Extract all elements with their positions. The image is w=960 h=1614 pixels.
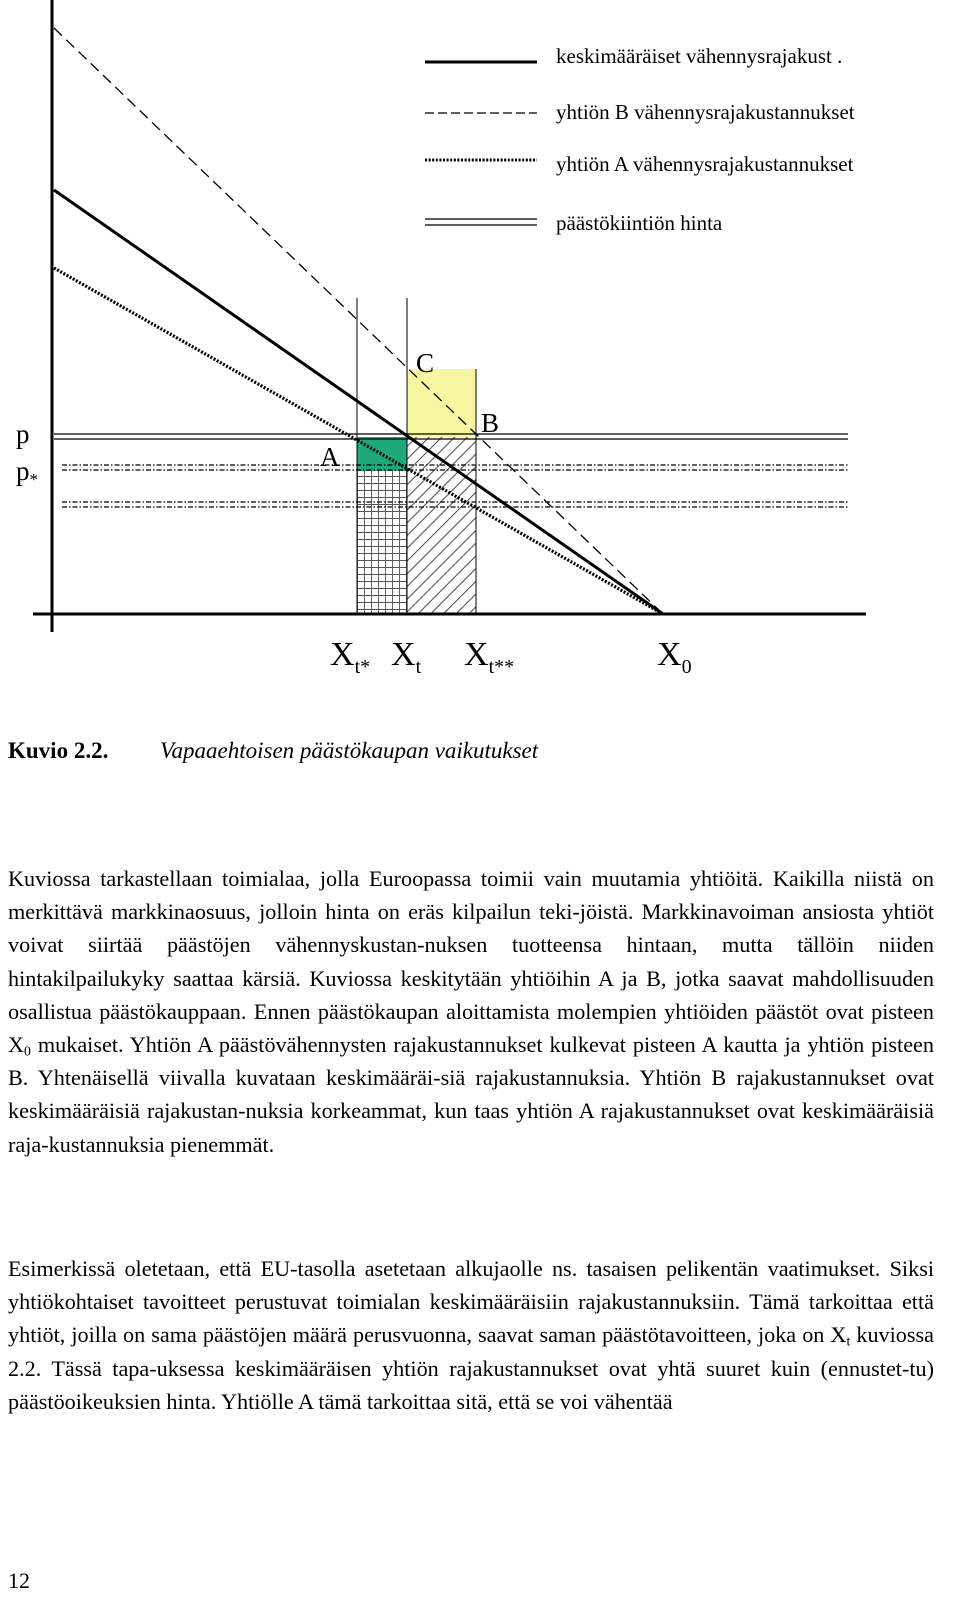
legend (425, 44, 855, 235)
legend-label-company-b: yhtiön B vähennysrajakustannukset (556, 100, 855, 124)
para2-text-a: Esimerkissä oletetaan, että EU-tasolla asetetaan alkujaolle ns. tasaisen pelikentän vaatimukset. Siksi yhtiökohtaiset tavoitteet perustuvat toimialan keskimääräisiin rajakustannuksiin. Tämä tarkoittaa että yhtiöt, joilla on sama päästöjen määrä perusvuonna, saavat saman päästötavoitteen, joka on X (8, 1256, 934, 1348)
para2-text-b: kuviossa 2.2. Tässä tapa-uksessa keskimääräisen yhtiön rajakustannukset ovat yhtä suuret kuin (ennustet-tu) päästöoikeuksien hinta. Yhtiölle A tämä tarkoittaa sitä, että se voi vähentää (8, 1322, 935, 1414)
x-label-xt-star-base: X (330, 636, 355, 673)
caption-title: Vapaaehtoisen päästökaupan vaikutukset (160, 738, 539, 763)
x-label-x0-base: X (657, 636, 682, 673)
x-label-x0-sub: 0 (681, 656, 692, 678)
grid-region (357, 471, 407, 614)
y-label-p-star-sub: * (29, 470, 38, 489)
legend-label-permit-price: päästökiintiön hinta (556, 211, 723, 235)
region-label-a: A (320, 442, 340, 472)
caption-number: Kuvio 2.2. (8, 738, 109, 763)
para1-text-a: Kuviossa tarkastellaan toimialaa, jolla Euroopassa toimii vain muutamia yhtiöitä. Kaikilla niistä on merkittävä markkinaosuus, jolloin hinta on eräs kilpailun teki-jöistä. Markkinavoiman ansiosta yhtiöt voivat siirtää päästöjen vähennyskustan-nuksen tuotteensa hintaan, mutta tällöin niiden hintakilpailukyky saattaa kärsiä. Kuviossa keskitytään yhtiöihin A ja B, jotka saavat mahdollisuuden osallistua päästökauppaan. Ennen päästökaupan aloittamista molempien yhtiöiden päästöt ovat pisteen X (8, 866, 934, 1058)
x-label-xt-star (330, 636, 370, 678)
x-label-x0 (657, 636, 692, 678)
page-number: 12 (8, 1568, 30, 1593)
x-label-xt-star2 (464, 636, 514, 678)
legend-label-average: keskimääräiset vähennysrajakust . (556, 44, 843, 68)
para2-subscript: t (846, 1333, 851, 1349)
legend-label-company-a: yhtiön A vähennysrajakustannukset (556, 152, 854, 176)
y-label-p-star-base: p (16, 456, 30, 486)
x-label-xt-base: X (391, 636, 416, 673)
abatement-cost-figure (0, 0, 960, 720)
para1-subscript: 0 (24, 1043, 31, 1059)
region-a-fill (357, 437, 407, 471)
body-paragraph-2 (8, 1252, 934, 1418)
region-label-b: B (481, 408, 500, 438)
body-paragraph-1 (8, 862, 934, 1161)
region-c-fill (407, 369, 476, 437)
region-label-c: C (416, 348, 435, 378)
x-label-xt-star2-base: X (464, 636, 489, 673)
x-label-xt-sub: t (415, 656, 422, 678)
figure-caption (8, 738, 538, 764)
x-label-xt-star-sub: t* (354, 656, 371, 678)
para1-text-b: mukaiset. Yhtiön A päästövähennysten rajakustannukset kulkevat pisteen A kautta ja yhtiön pisteen B. Yhtenäisellä viivalla kuvataan keskimääräi-siä rajakustannuksia. Yhtiön B rajakustannukset ovat keskimääräisiä rajakustan-nuksia korkeammat, kun taas yhtiön A rajakustannukset ovat keskimääräisiä raja-kustannuksia pienemmät. (8, 1032, 934, 1157)
y-label-p-star (16, 456, 38, 489)
hatched-region (407, 437, 476, 614)
legend-swatch-permit-price (425, 219, 537, 225)
y-label-p: p (16, 419, 30, 449)
x-label-xt (391, 636, 422, 678)
x-label-xt-star2-sub: t** (488, 656, 515, 678)
